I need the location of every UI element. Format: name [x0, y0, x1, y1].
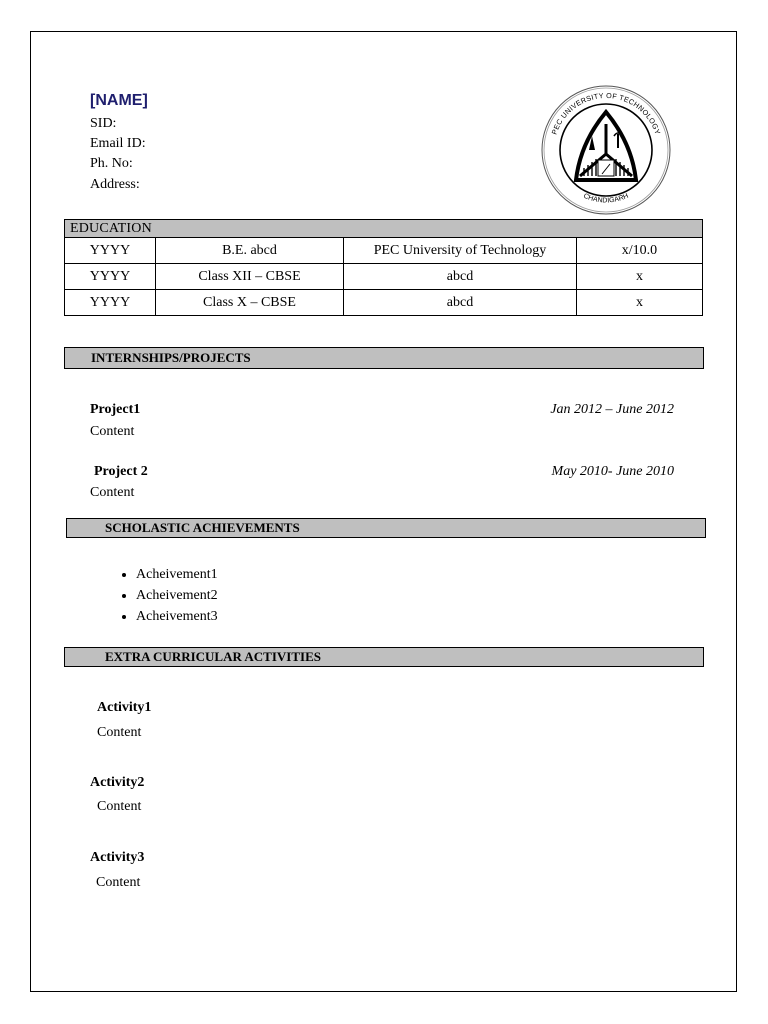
project-title: Project 2 — [94, 464, 148, 479]
university-logo — [540, 84, 672, 216]
sid-label: SID: — [90, 116, 117, 131]
list-item: • Acheivement3 — [136, 606, 218, 627]
activity-content: Content — [96, 875, 141, 890]
score-cell: x — [577, 264, 703, 290]
activity-content: Content — [97, 799, 142, 814]
scholastic-heading: SCHOLASTIC ACHIEVEMENTS — [66, 518, 706, 538]
address-label: Address: — [90, 177, 140, 192]
activity-content: Content — [97, 725, 142, 740]
score-cell: x/10.0 — [577, 238, 703, 264]
extra-heading: EXTRA CURRICULAR ACTIVITIES — [64, 647, 704, 667]
candidate-name: [NAME] — [90, 92, 148, 109]
project-date: May 2010- June 2010 — [551, 464, 674, 479]
activity-title: Activity1 — [97, 700, 152, 715]
logo-top-text: PEC UNIVERSITY OF TECHNOLOGY — [549, 90, 663, 136]
institution-cell: abcd — [344, 264, 577, 290]
email-label: Email ID: — [90, 136, 146, 151]
degree-cell: B.E. abcd — [156, 238, 344, 264]
degree-cell: Class X – CBSE — [156, 290, 344, 316]
project-title: Project1 — [90, 402, 141, 417]
project-content: Content — [90, 424, 135, 439]
table-row — [65, 238, 703, 264]
degree-cell: Class XII – CBSE — [156, 264, 344, 290]
year-cell: YYYY — [65, 290, 156, 316]
list-item: • Acheivement2 — [136, 585, 218, 606]
project-content: Content — [90, 485, 135, 500]
activity-title: Activity3 — [90, 850, 145, 865]
logo-bottom-text: CHANDIGARH — [582, 192, 630, 205]
table-row — [65, 290, 703, 316]
score-cell: x — [577, 290, 703, 316]
year-cell: YYYY — [65, 264, 156, 290]
list-item: • Acheivement1 — [136, 564, 218, 585]
education-table — [64, 219, 703, 316]
institution-cell: PEC University of Technology — [344, 238, 577, 264]
activity-title: Activity2 — [90, 775, 145, 790]
phone-label: Ph. No: — [90, 156, 133, 171]
education-heading: EDUCATION — [65, 220, 703, 238]
year-cell: YYYY — [65, 238, 156, 264]
table-row — [65, 264, 703, 290]
institution-cell: abcd — [344, 290, 577, 316]
project-date: Jan 2012 – June 2012 — [550, 402, 674, 417]
achievement-list — [96, 564, 218, 627]
internships-heading: INTERNSHIPS/PROJECTS — [64, 347, 704, 369]
